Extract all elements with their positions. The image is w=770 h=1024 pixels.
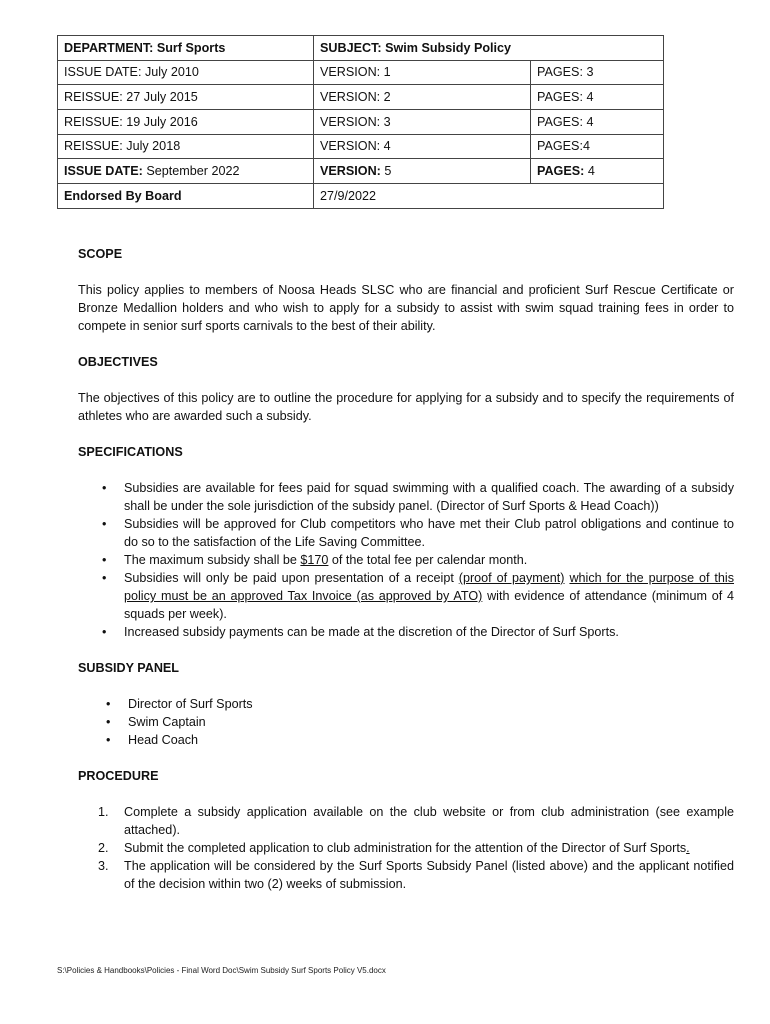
list-item bbox=[78, 623, 734, 641]
list-item bbox=[78, 515, 734, 551]
subject-cell: SUBJECT: Swim Subsidy Policy bbox=[314, 36, 664, 61]
list-item-text: with evidence of attendance (minimum of 4 squads per week). bbox=[124, 589, 734, 621]
list-item-text: Increased subsidy payments can be made at the discretion of the Director of Surf Sports. bbox=[124, 625, 619, 639]
step-number: 1. bbox=[98, 805, 109, 819]
reissue-cell: REISSUE: 27 July 2015 bbox=[58, 85, 314, 110]
pages-value: 4 bbox=[584, 163, 595, 178]
version-cell: VERSION: 2 bbox=[314, 85, 531, 110]
table-row bbox=[58, 134, 664, 159]
objectives-heading: OBJECTIVES bbox=[78, 355, 158, 369]
subsidy-amount: $170 bbox=[300, 553, 329, 567]
scope-paragraph: This policy applies to members of Noosa Heads SLSC who are financial and proficient Surf Rescue Certificate or Bronze Medallion holders and who wish to apply for a subsidy to assist with swim squad training fees in order to compete in senior surf sports carnivals to the best of their ability. bbox=[78, 283, 734, 333]
step-text: . bbox=[686, 841, 690, 855]
table-row bbox=[58, 60, 664, 85]
version-cell: VERSION: 1 bbox=[314, 60, 531, 85]
issue-date-cell: ISSUE DATE: July 2010 bbox=[58, 60, 314, 85]
reissue-cell: REISSUE: 19 July 2016 bbox=[58, 110, 314, 135]
specifications-list bbox=[78, 479, 734, 641]
version-value: 5 bbox=[380, 163, 392, 178]
list-item bbox=[78, 839, 734, 857]
pages-cell: PAGES: 4 bbox=[531, 110, 664, 135]
issue-date-key: ISSUE DATE: bbox=[64, 163, 143, 178]
current-pages-cell bbox=[531, 159, 664, 184]
list-item-text: Subsidies will be approved for Club competitors who have met their Club patrol obligations and continue to do so to the satisfaction of the Life Saving Committee. bbox=[124, 517, 734, 549]
list-item-text: Subsidies will only be paid upon presentation of a receipt bbox=[124, 571, 459, 585]
current-version-cell bbox=[314, 159, 531, 184]
bullet-marker: • bbox=[102, 517, 107, 531]
tax-invoice-text: which for the purpose of this policy must be an approved Tax Invoice (as approved by ATO) bbox=[124, 571, 735, 603]
table-row bbox=[58, 85, 664, 110]
scope-heading: SCOPE bbox=[78, 247, 123, 261]
bullet-marker: • bbox=[102, 571, 107, 585]
step-text: Complete a subsidy application available on the club website or from club administration (see example attached). bbox=[124, 805, 734, 837]
department-cell: DEPARTMENT: Surf Sports bbox=[58, 36, 314, 61]
proof-of-payment-text: (proof of payment) bbox=[458, 571, 565, 585]
list-item-text: Subsidies are available for fees paid for squad swimming with a qualified coach. The awarding of a subsidy shall be under the sole jurisdiction of the subsidy panel. (Director of Surf Sports & Head Coach)) bbox=[124, 481, 734, 513]
table-row bbox=[58, 159, 664, 184]
version-key: VERSION: bbox=[320, 163, 381, 178]
version-cell: VERSION: 4 bbox=[314, 134, 531, 159]
file-path-footer: S:\Policies & Handbooks\Policies - Final Word Doc\Swim Subsidy Surf Sports Policy V5.docx bbox=[57, 966, 386, 975]
procedure-heading: PROCEDURE bbox=[78, 769, 159, 783]
subsidy-panel-heading: SUBSIDY PANEL bbox=[78, 661, 180, 675]
version-cell: VERSION: 3 bbox=[314, 110, 531, 135]
step-text: Submit the completed application to club administration for the attention of the Director of Surf Sports bbox=[124, 841, 687, 855]
list-item bbox=[78, 479, 734, 515]
panel-member: Director of Surf Sports bbox=[128, 697, 253, 711]
objectives-paragraph: The objectives of this policy are to outline the procedure for applying for a subsidy and to specify the requirements of athletes who are awarded such a subsidy. bbox=[78, 391, 734, 423]
panel-member: Swim Captain bbox=[128, 715, 206, 729]
panel-member: Head Coach bbox=[128, 733, 199, 747]
step-text: The application will be considered by the Surf Sports Subsidy Panel (listed above) and the applicant notified of the decision within two (2) weeks of submission. bbox=[124, 859, 734, 891]
list-item bbox=[78, 857, 734, 893]
list-item-text: of the total fee per calendar month. bbox=[328, 553, 528, 567]
list-item bbox=[78, 713, 734, 731]
current-issue-date-cell bbox=[58, 159, 314, 184]
bullet-marker: • bbox=[102, 625, 107, 639]
list-item bbox=[78, 551, 734, 569]
list-item bbox=[78, 731, 734, 749]
reissue-cell: REISSUE: July 2018 bbox=[58, 134, 314, 159]
bullet-marker: • bbox=[106, 715, 111, 729]
list-item bbox=[78, 569, 734, 623]
table-row bbox=[58, 184, 664, 209]
pages-key: PAGES: bbox=[537, 163, 585, 178]
bullet-marker: • bbox=[102, 481, 107, 495]
pages-cell: PAGES: 4 bbox=[531, 85, 664, 110]
bullet-marker: • bbox=[106, 733, 111, 747]
bullet-marker: • bbox=[102, 553, 107, 567]
procedure-list bbox=[78, 803, 734, 893]
policy-header-table bbox=[57, 35, 664, 209]
policy-body bbox=[78, 245, 734, 893]
subsidy-panel-list bbox=[78, 695, 734, 749]
endorsed-date-cell: 27/9/2022 bbox=[314, 184, 664, 209]
step-number: 2. bbox=[98, 841, 109, 855]
issue-date-value: September 2022 bbox=[142, 163, 240, 178]
list-item bbox=[78, 695, 734, 713]
pages-cell: PAGES:4 bbox=[531, 134, 664, 159]
list-item bbox=[78, 803, 734, 839]
pages-cell: PAGES: 3 bbox=[531, 60, 664, 85]
table-row bbox=[58, 36, 664, 61]
specifications-heading: SPECIFICATIONS bbox=[78, 445, 183, 459]
endorsed-label-cell: Endorsed By Board bbox=[58, 184, 314, 209]
list-item-text: The maximum subsidy shall be bbox=[124, 553, 301, 567]
step-number: 3. bbox=[98, 859, 109, 873]
table-row bbox=[58, 110, 664, 135]
bullet-marker: • bbox=[106, 697, 111, 711]
